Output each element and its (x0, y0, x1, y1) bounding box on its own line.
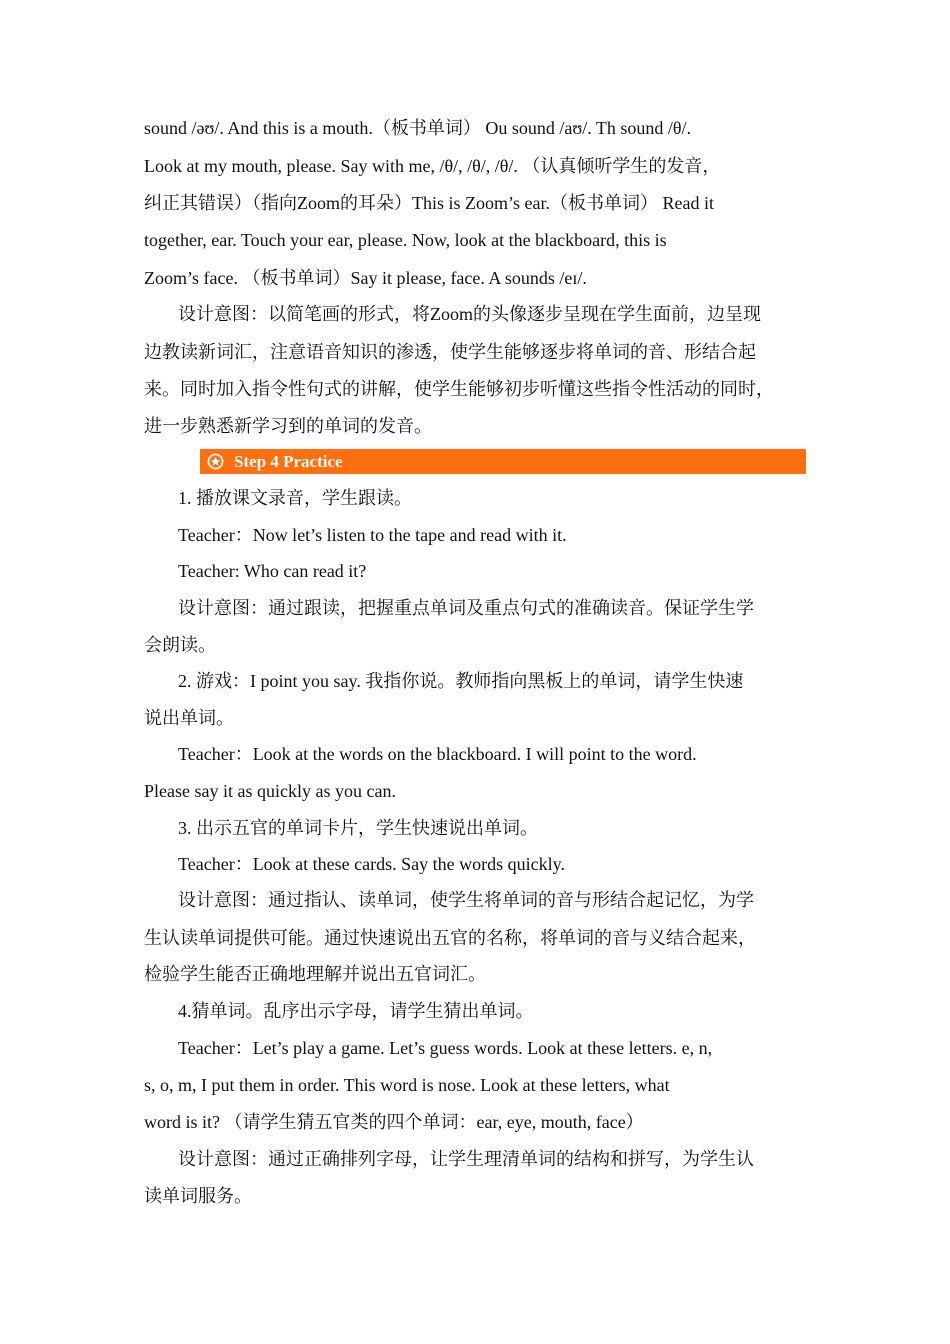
step-item-line: 1. 播放课文录音，学生跟读。 (178, 488, 412, 508)
design-intent-line: 边教读新词汇，注意语音知识的渗透，使学生能够逐步将单词的音、形结合起 (144, 342, 756, 362)
step-item-line: 4.猜单词。乱序出示字母，请学生猜出单词。 (178, 1001, 534, 1021)
dialogue-line: word is it? （请学生猜五官类的四个单词：ear, eye, mouth, face） (144, 1112, 644, 1132)
paragraph-line: 纠正其错误）（指向Zoom的耳朵）This is Zoom’s ear.（板书单词） Read it (144, 193, 714, 213)
star-badge-icon (200, 453, 230, 470)
dialogue-line: Please say it as quickly as you can. (144, 781, 396, 801)
paragraph-line: Look at my mouth, please. Say with me, /θ/, /θ/, /θ/. （认真倾听学生的发音， (144, 156, 721, 176)
design-intent-line: 读单词服务。 (144, 1186, 252, 1206)
design-intent-line: 生认读单词提供可能。通过快速说出五官的名称，将单词的音与义结合起来， (144, 928, 756, 948)
step-item-line: 2. 游戏：I point you say. 我指你说。教师指向黑板上的单词，请学生快速 (178, 671, 744, 691)
paragraph-line: Zoom’s face. （板书单词）Say it please, face. A sounds /eɪ/. (144, 268, 587, 288)
design-intent-line: 设计意图：通过指认、读单词，使学生将单词的音与形结合起记忆，为学 (178, 890, 754, 910)
design-intent-line: 来。同时加入指令性句式的讲解，使学生能够初步听懂这些指令性活动的同时， (144, 379, 774, 399)
design-intent-line: 会朗读。 (144, 635, 216, 655)
step-heading-label: Step 4 Practice (234, 451, 343, 471)
design-intent-line: 设计意图：通过正确排列字母，让学生理清单词的结构和拼写，为学生认 (178, 1149, 754, 1169)
design-intent-line: 设计意图：通过跟读，把握重点单词及重点句式的准确读音。保证学生学 (178, 598, 754, 618)
dialogue-line: Teacher: Who can read it? (178, 561, 367, 581)
design-intent-line: 设计意图：以简笔画的形式，将Zoom的头像逐步呈现在学生面前，边呈现 (178, 304, 761, 324)
paragraph-line: together, ear. Touch your ear, please. Now, look at the blackboard, this is (144, 230, 667, 250)
design-intent-line: 进一步熟悉新学习到的单词的发音。 (144, 416, 432, 436)
paragraph-line: sound /əʊ/. And this is a mouth.（板书单词） Ou sound /aʊ/. Th sound /θ/. (144, 118, 692, 138)
dialogue-line: Teacher：Look at these cards. Say the words quickly. (178, 854, 565, 874)
step-item-line: 3. 出示五官的单词卡片，学生快速说出单词。 (178, 818, 538, 838)
dialogue-line: Teacher：Now let’s listen to the tape and read with it. (178, 525, 567, 545)
step-heading-banner (200, 449, 806, 474)
dialogue-line: s, o, m, I put them in order. This word is nose. Look at these letters, what (144, 1075, 670, 1095)
step-item-line: 说出单词。 (144, 708, 234, 728)
design-intent-line: 检验学生能否正确地理解并说出五官词汇。 (144, 964, 486, 984)
dialogue-line: Teacher：Look at the words on the blackboard. I will point to the word. (178, 744, 697, 764)
dialogue-line: Teacher：Let’s play a game. Let’s guess words. Look at these letters. e, n, (178, 1038, 713, 1058)
